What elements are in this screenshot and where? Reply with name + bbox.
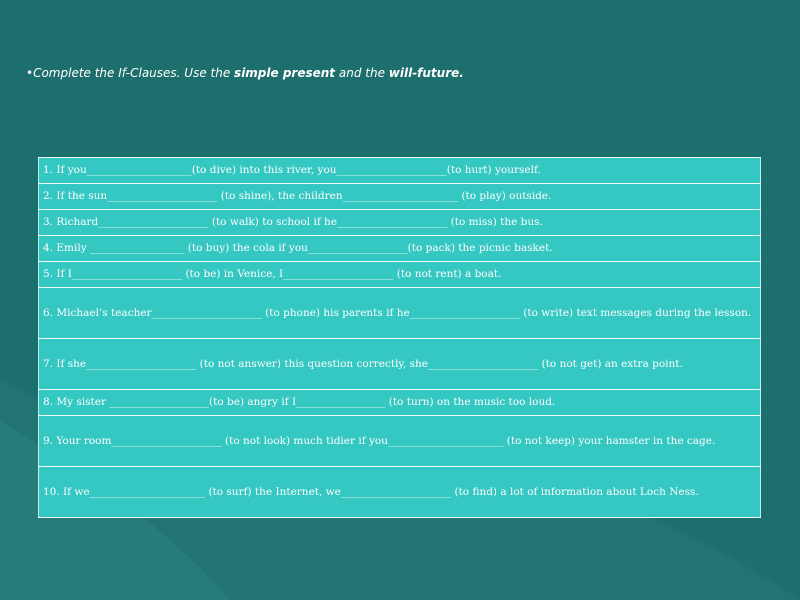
exercise-row-10 (39, 467, 761, 518)
exercise-row-1 (39, 158, 761, 184)
exercise-sentence-3: 3. Richard_____________________ (to walk) to school if he_____________________ (to miss) the bus. (39, 210, 761, 236)
exercise-sentence-7: 7. If she_____________________ (to not answer) this question correctly, she_____________________ (to not get) an extra point. (39, 339, 761, 390)
exercise-sentence-6: 6. Michael’s teacher_____________________ (to phone) his parents if he_____________________ (to write) text messages during the lesson. (39, 288, 761, 339)
exercise-sentence-4: 4. Emily __________________ (to buy) the cola if you___________________(to pack) the picnic basket. (39, 236, 761, 262)
exercise-sentence-10: 10. If we______________________ (to surf) the Internet, we_____________________ (to find) a lot of information about Loch Ness. (39, 467, 761, 518)
exercise-sentence-1: 1. If you____________________(to dive) into this river, you_____________________(to hurt) yourself. (39, 158, 761, 184)
exercise-row-9 (39, 416, 761, 467)
instruction-emphasis-will-future: will-future. (388, 66, 464, 80)
exercise-row-8 (39, 390, 761, 416)
exercise-sentence-8: 8. My sister ___________________(to be) angry if I_________________ (to turn) on the music too loud. (39, 390, 761, 416)
exercise-row-7 (39, 339, 761, 390)
exercise-row-2 (39, 184, 761, 210)
exercise-table (38, 157, 761, 518)
exercise-row-3 (39, 210, 761, 236)
exercise-sentence-5: 5. If I_____________________ (to be) in Venice, I_____________________ (to not rent) a boat. (39, 262, 761, 288)
exercise-sentence-9: 9. Your room_____________________ (to not look) much tidier if you______________________ (to not keep) your hamster in the cage. (39, 416, 761, 467)
exercise-row-4 (39, 236, 761, 262)
exercise-row-6 (39, 288, 761, 339)
bullet: • (26, 66, 34, 80)
instruction-emphasis-simple-present: simple present (234, 66, 336, 80)
exercise-row-5 (39, 262, 761, 288)
instruction-part-1: Complete the If-Clauses. Use the (33, 66, 235, 80)
instruction-part-2: and the (335, 66, 389, 80)
instruction-text (26, 66, 464, 80)
exercise-sentence-2: 2. If the sun_____________________ (to shine), the children______________________ (to play) outside. (39, 184, 761, 210)
